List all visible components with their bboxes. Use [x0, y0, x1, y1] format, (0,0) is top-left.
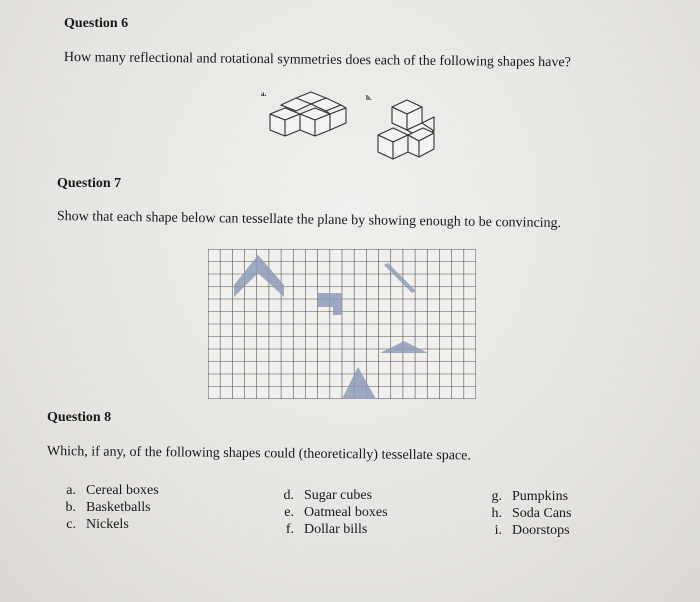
answer-g: g. Pumpkins [491, 489, 569, 504]
answer-i: i. Doorstops [494, 523, 570, 538]
answer-e: e. Oatmeal boxes [284, 505, 388, 520]
tessellation-grid [208, 249, 476, 399]
q6-title: Question 6 [64, 16, 129, 31]
q7-title: Question 7 [57, 176, 122, 191]
answer-h: h. Soda Cans [491, 506, 572, 521]
answer-d: d. Sugar cubes [283, 488, 373, 503]
q8-col-3 [488, 488, 572, 539]
q8-col-2 [280, 487, 388, 538]
q6-shape-b [372, 95, 442, 170]
q6-label-b: b. [366, 94, 372, 102]
answer-a: a. Cereal boxes [66, 483, 159, 498]
answer-c: c. Nickels [66, 517, 129, 532]
q8-col-1 [62, 482, 159, 533]
q7-prompt: Show that each shape below can tessellate the plane by showing enough to be convincing. [56, 209, 562, 232]
q6-shape-a [266, 90, 356, 150]
answer-f: f. Dollar bills [285, 522, 368, 537]
q8-title: Question 8 [47, 410, 112, 425]
q6-label-a: a. [261, 90, 267, 98]
q6-prompt: How many reflectional and rotational symmetries does each of the following shapes have? [63, 50, 571, 71]
answer-b: b. Basketballs [65, 500, 151, 515]
q8-prompt: Which, if any, of the following shapes could (theoretically) tessellate space. [46, 444, 471, 464]
